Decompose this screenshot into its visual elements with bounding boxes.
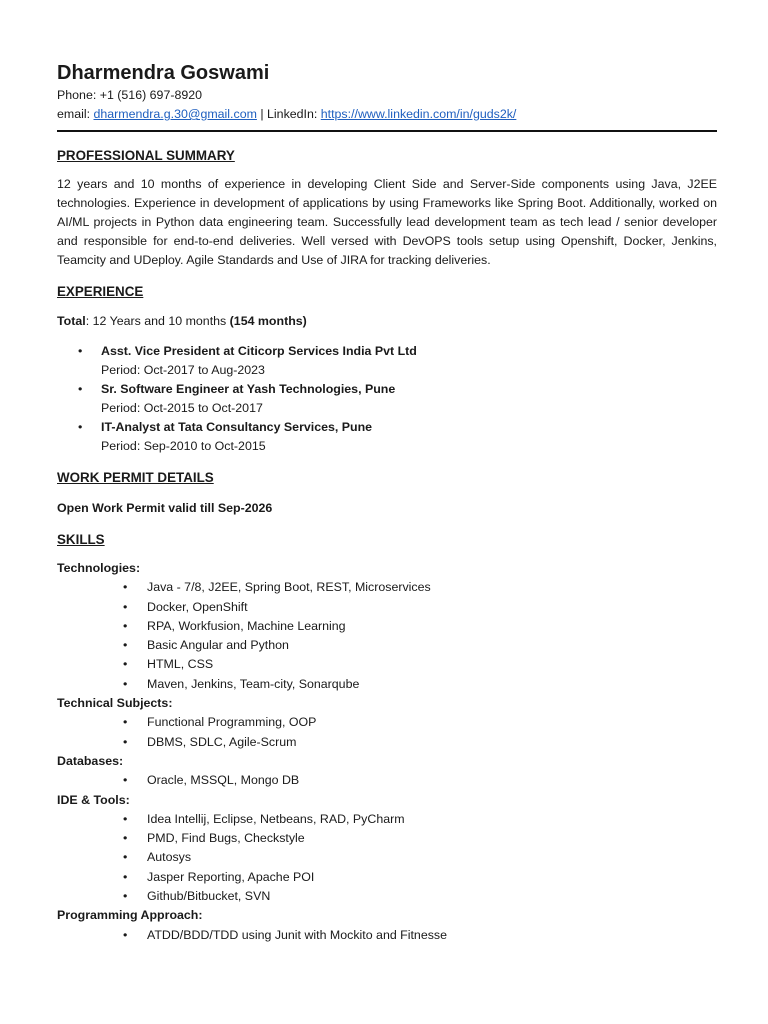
- bullet-icon: •: [123, 734, 128, 749]
- experience-item: [57, 342, 717, 380]
- skill-text: Idea Intellij, Eclipse, Netbeans, RAD, PyCharm: [147, 811, 405, 826]
- bullet-icon: •: [78, 420, 83, 434]
- phone-label: Phone:: [57, 88, 100, 102]
- bullet-icon: •: [123, 850, 128, 865]
- bullet-icon: •: [78, 344, 83, 358]
- skills-heading: SKILLS: [57, 532, 105, 547]
- bullet-icon: •: [123, 831, 128, 846]
- phone-line: [57, 86, 717, 105]
- skill-text: Docker, OpenShift: [147, 599, 248, 614]
- skill-category-label: Databases:: [57, 753, 124, 768]
- experience-heading: EXPERIENCE: [57, 284, 144, 299]
- experience-role: IT-Analyst at Tata Consultancy Services, Pune: [101, 420, 373, 434]
- experience-period: Period: Sep-2010 to Oct-2015: [101, 439, 266, 453]
- skill-item: [57, 675, 717, 694]
- experience-total: [57, 312, 717, 331]
- skill-text: Basic Angular and Python: [147, 638, 289, 653]
- skill-text: Oracle, MSSQL, Mongo DB: [147, 773, 300, 788]
- email-label: email:: [57, 107, 94, 121]
- skill-text: DBMS, SDLC, Agile-Scrum: [147, 734, 297, 749]
- skill-text: ATDD/BDD/TDD using Junit with Mockito and Fitnesse: [147, 927, 447, 942]
- skill-text: HTML, CSS: [147, 657, 214, 672]
- work-permit-heading: WORK PERMIT DETAILS: [57, 470, 214, 485]
- phone-number: +1 (516) 697-8920: [99, 88, 203, 102]
- candidate-name: Dharmendra Goswami: [57, 62, 270, 84]
- skill-item: [57, 598, 717, 617]
- skill-item: [57, 578, 717, 597]
- skill-text: PMD, Find Bugs, Checkstyle: [147, 831, 305, 846]
- skill-category-label: Programming Approach:: [57, 908, 203, 923]
- bullet-icon: •: [78, 382, 83, 396]
- skill-item: [57, 829, 717, 848]
- bullet-icon: •: [123, 811, 128, 826]
- skill-item: [57, 887, 717, 906]
- experience-period: Period: Oct-2017 to Aug-2023: [101, 363, 265, 377]
- skill-item: [57, 636, 717, 655]
- email-line: [57, 105, 717, 124]
- bullet-icon: •: [123, 638, 128, 653]
- skill-text: Java - 7/8, J2EE, Spring Boot, REST, Microservices: [147, 580, 431, 595]
- experience-item: [57, 418, 717, 456]
- skill-text: RPA, Workfusion, Machine Learning: [147, 618, 346, 633]
- skill-item: [57, 713, 717, 732]
- skill-item: [57, 655, 717, 674]
- skill-item: [57, 810, 717, 829]
- skill-item: [57, 617, 717, 636]
- skills-list: [57, 559, 717, 945]
- experience-list: [57, 342, 717, 456]
- contact-separator: |: [256, 107, 268, 121]
- bullet-icon: •: [123, 889, 128, 904]
- bullet-icon: •: [123, 927, 128, 942]
- bullet-icon: •: [123, 618, 128, 633]
- skill-item: [57, 733, 717, 752]
- skill-text: Maven, Jenkins, Team-city, Sonarqube: [147, 676, 360, 691]
- skill-text: Jasper Reporting, Apache POI: [147, 869, 315, 884]
- experience-role: Asst. Vice President at Citicorp Services India Pvt Ltd: [101, 344, 417, 358]
- skill-text: Functional Programming, OOP: [147, 715, 317, 730]
- bullet-icon: •: [123, 580, 128, 595]
- skill-category-label: IDE & Tools:: [57, 792, 130, 807]
- linkedin-label: LinkedIn:: [267, 107, 321, 121]
- experience-item: [57, 380, 717, 418]
- skill-category-label: Technologies:: [57, 561, 141, 575]
- bullet-icon: •: [123, 657, 128, 672]
- bullet-icon: •: [123, 599, 128, 614]
- bullet-icon: •: [123, 715, 128, 730]
- work-permit-text: Open Work Permit valid till Sep-2026: [57, 501, 273, 515]
- summary-text: 12 years and 10 months of experience in developing Client Side and Server-Side components using Java, J2EE technologies. Experience in development of applications by using Frameworks like Spring Boot. Additionally, worked on AI/ML projects in Python data engineering team. Successfully lead development team as tech lead / senior developer and responsible for end-to-end deliveries. Well versed with DevOPS tools setup using Openshift, Docker, Jenkins, Teamcity and UDeploy. Agile Standards and Use of JIRA for tracking deliveries.: [57, 177, 717, 267]
- total-months: (154 months): [229, 314, 307, 328]
- experience-role: Sr. Software Engineer at Yash Technologies, Pune: [101, 382, 396, 396]
- total-label: Total: [57, 314, 86, 328]
- email-link[interactable]: dharmendra.g.30@gmail.com: [93, 107, 257, 121]
- skill-text: Autosys: [147, 850, 192, 865]
- skill-item: [57, 771, 717, 790]
- summary-heading: PROFESSIONAL SUMMARY: [57, 148, 235, 163]
- skill-item: [57, 848, 717, 867]
- experience-period: Period: Oct-2015 to Oct-2017: [101, 401, 263, 415]
- skill-category-label: Technical Subjects:: [57, 696, 173, 711]
- bullet-icon: •: [123, 869, 128, 884]
- resume-page: [57, 60, 717, 945]
- bullet-icon: •: [123, 773, 128, 788]
- linkedin-link[interactable]: https://www.linkedin.com/in/guds2k/: [320, 107, 517, 121]
- skill-item: [57, 868, 717, 887]
- bullet-icon: •: [123, 676, 128, 691]
- total-value: : 12 Years and 10 months: [85, 314, 230, 328]
- skill-text: Github/Bitbucket, SVN: [147, 889, 271, 904]
- skill-item: [57, 926, 717, 945]
